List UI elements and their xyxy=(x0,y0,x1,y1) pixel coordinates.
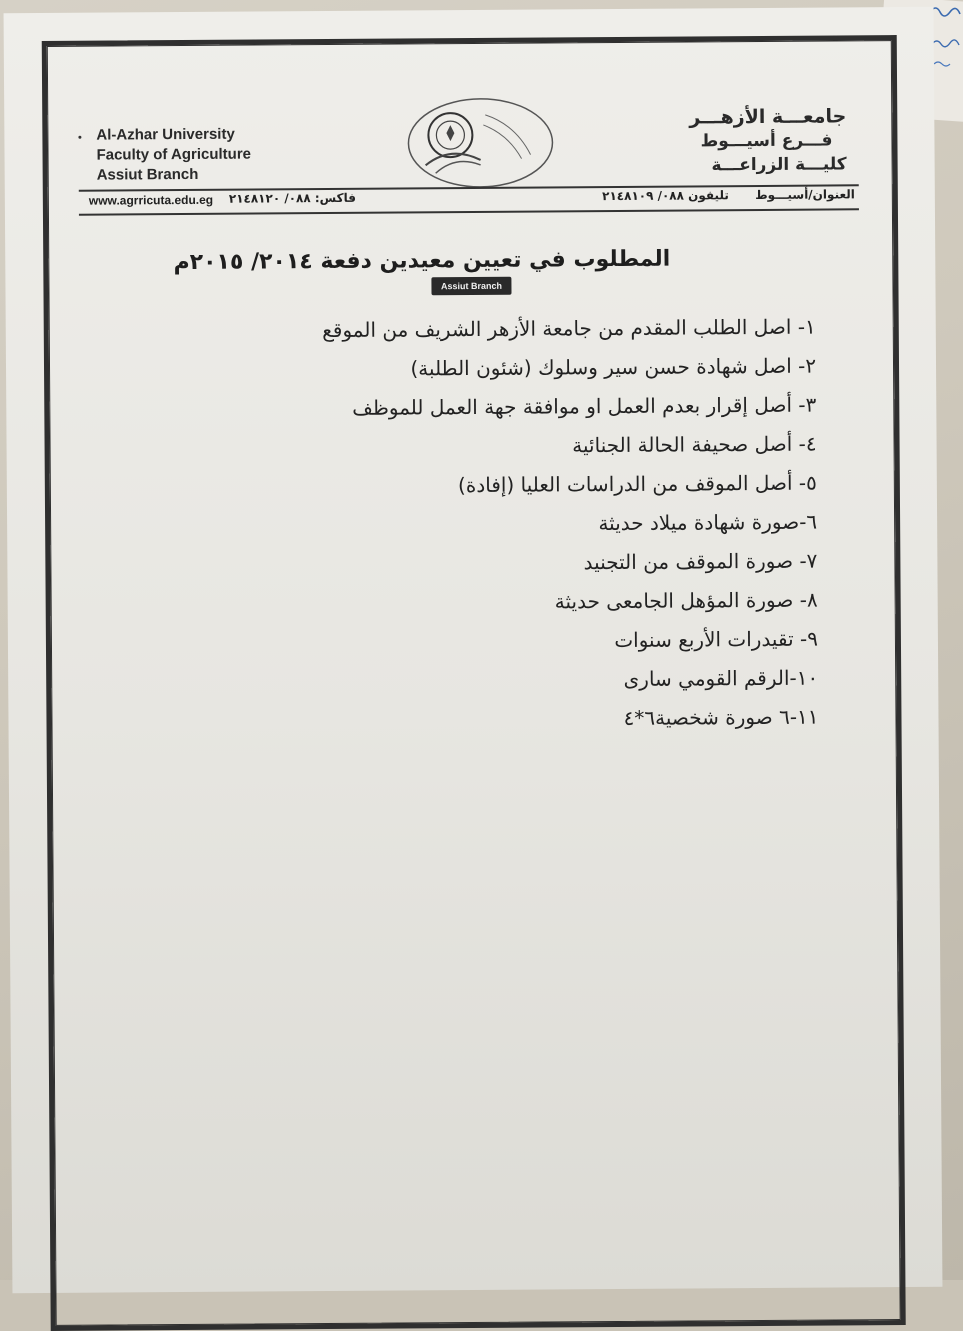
requirement-item: ٨- صورة المؤهل الجامعى حديثة xyxy=(554,587,818,614)
requirement-item: ٩- تقيدرات الأربع سنوات xyxy=(614,626,819,653)
requirement-item: ١- اصل الطلب المقدم من جامعة الأزهر الشريف من الموقع xyxy=(322,314,816,343)
university-name-en: Al-Azhar University xyxy=(96,125,235,144)
requirement-item: ٣- أصل إقرار بعدم العمل او موافقة جهة العمل للموظف xyxy=(352,392,817,420)
branch-name-en: Assiut Branch xyxy=(96,165,199,184)
requirement-item: ٤- أصل صحيفة الحالة الجنائية xyxy=(572,431,817,458)
requirements-list xyxy=(196,308,819,741)
logo-badge: Assiut Branch xyxy=(431,277,511,296)
requirement-item: ٢- اصل شهادة حسن سير وسلوك (شئون الطلبة) xyxy=(410,353,817,381)
requirement-item: ١١-٦ صورة شخصية٦*٤ xyxy=(623,704,819,730)
phone-text: تليفون ٠٨٨/ ٢١٤٨١٠٩ xyxy=(602,188,729,204)
university-logo-icon xyxy=(405,94,556,195)
requirement-item: ١٠-الرقم القومي سارى xyxy=(623,665,819,691)
letterhead-english xyxy=(96,125,251,186)
requirement-item: ٧- صورة الموقف من التجنيد xyxy=(583,548,818,575)
document-page xyxy=(4,7,943,1293)
bullet-dot xyxy=(78,136,81,139)
website-text: www.agrricuta.edu.eg xyxy=(88,192,214,208)
requirement-item: ٥- أصل الموقف من الدراسات العليا (إفادة) xyxy=(457,470,817,498)
university-name-ar: جامعـــة الأزهـــر xyxy=(689,105,847,129)
fax-text: فاكس: ٠٨٨/ ٢١٤٨١٢٠ xyxy=(228,190,356,206)
faculty-name-ar: كليـــة الزراعـــة xyxy=(711,154,847,176)
branch-name-ar: فـــرع أسيـــوط xyxy=(700,130,833,152)
requirement-item: ٦-صورة شهادة ميلاد حديثة xyxy=(598,509,818,536)
letterhead-arabic xyxy=(689,104,847,177)
faculty-name-en: Faculty of Agriculture xyxy=(96,145,252,164)
address-text: العنوان/أسيـــوط xyxy=(755,187,855,203)
document-title: المطلوب في تعيين معيدين دفعة ٢٠١٤/ ٢٠١٥م xyxy=(173,246,671,276)
